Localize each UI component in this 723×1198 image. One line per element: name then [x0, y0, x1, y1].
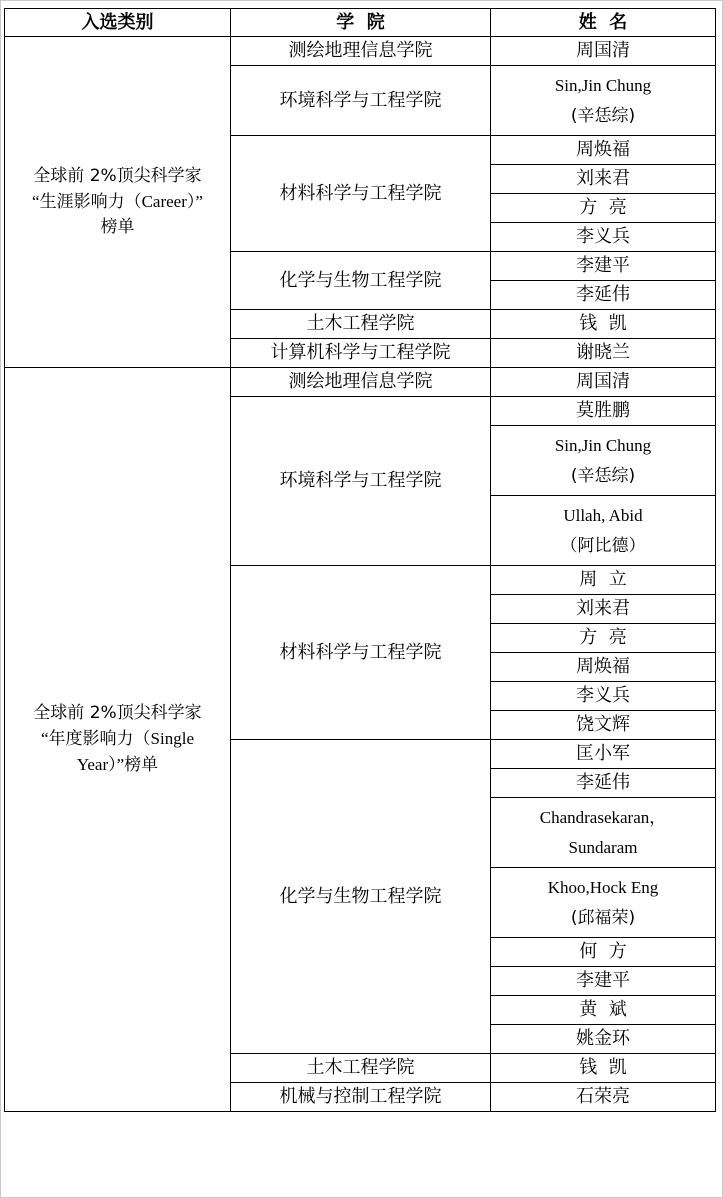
person-name-cell: 黄 斌 — [491, 996, 716, 1025]
scientist-table — [4, 8, 716, 1112]
person-name-cell: 周国清 — [491, 368, 716, 397]
person-name-cell: 刘来君 — [491, 165, 716, 194]
person-name-cell: 周焕福 — [491, 136, 716, 165]
person-name-cell: 李义兵 — [491, 223, 716, 252]
person-name-cell: 饶文辉 — [491, 711, 716, 740]
college-cell: 化学与生物工程学院 — [231, 252, 491, 310]
person-name-cell: Ullah, Abid （阿比德） — [491, 496, 716, 566]
college-cell: 材料科学与工程学院 — [231, 566, 491, 740]
college-cell: 环境科学与工程学院 — [231, 397, 491, 566]
person-name-cell: 姚金环 — [491, 1025, 716, 1054]
honor-table-page — [4, 8, 715, 1187]
header-name: 姓 名 — [491, 9, 716, 37]
header-college: 学 院 — [231, 9, 491, 37]
person-name-cell: 谢晓兰 — [491, 339, 716, 368]
college-cell: 材料科学与工程学院 — [231, 136, 491, 252]
category-cell: 全球前 2%顶尖科学家 “生涯影响力（Career）” 榜单 — [5, 37, 231, 368]
category-cell: 全球前 2%顶尖科学家 “年度影响力（Single Year）”榜单 — [5, 368, 231, 1112]
header-row — [5, 9, 716, 37]
table-body — [5, 37, 716, 1112]
college-cell: 化学与生物工程学院 — [231, 740, 491, 1054]
person-name-cell: 何 方 — [491, 938, 716, 967]
person-name-cell: 莫胜鹏 — [491, 397, 716, 426]
college-cell: 土木工程学院 — [231, 1054, 491, 1083]
person-name-cell: 周 立 — [491, 566, 716, 595]
person-name-cell: 李义兵 — [491, 682, 716, 711]
college-cell: 测绘地理信息学院 — [231, 368, 491, 397]
college-cell: 土木工程学院 — [231, 310, 491, 339]
person-name-cell: 钱 凯 — [491, 1054, 716, 1083]
college-cell: 测绘地理信息学院 — [231, 37, 491, 66]
table-row — [5, 368, 716, 397]
person-name-cell: 李建平 — [491, 252, 716, 281]
header-category: 入选类别 — [5, 9, 231, 37]
person-name-cell: 周焕福 — [491, 653, 716, 682]
person-name-cell: 刘来君 — [491, 595, 716, 624]
college-cell: 环境科学与工程学院 — [231, 66, 491, 136]
person-name-cell: 钱 凯 — [491, 310, 716, 339]
table-row — [5, 37, 716, 66]
person-name-cell: 周国清 — [491, 37, 716, 66]
person-name-cell: 李建平 — [491, 967, 716, 996]
person-name-cell: Sin,Jin Chung (辛恁综) — [491, 426, 716, 496]
person-name-cell: Chandrasekaran， Sundaram — [491, 798, 716, 868]
person-name-cell: 李延伟 — [491, 281, 716, 310]
person-name-cell: Sin,Jin Chung (辛恁综) — [491, 66, 716, 136]
person-name-cell: 方 亮 — [491, 624, 716, 653]
person-name-cell: 匡小军 — [491, 740, 716, 769]
person-name-cell: 方 亮 — [491, 194, 716, 223]
person-name-cell: 石荣亮 — [491, 1083, 716, 1112]
college-cell: 机械与控制工程学院 — [231, 1083, 491, 1112]
college-cell: 计算机科学与工程学院 — [231, 339, 491, 368]
person-name-cell: Khoo,Hock Eng (邱福荣) — [491, 868, 716, 938]
person-name-cell: 李延伟 — [491, 769, 716, 798]
